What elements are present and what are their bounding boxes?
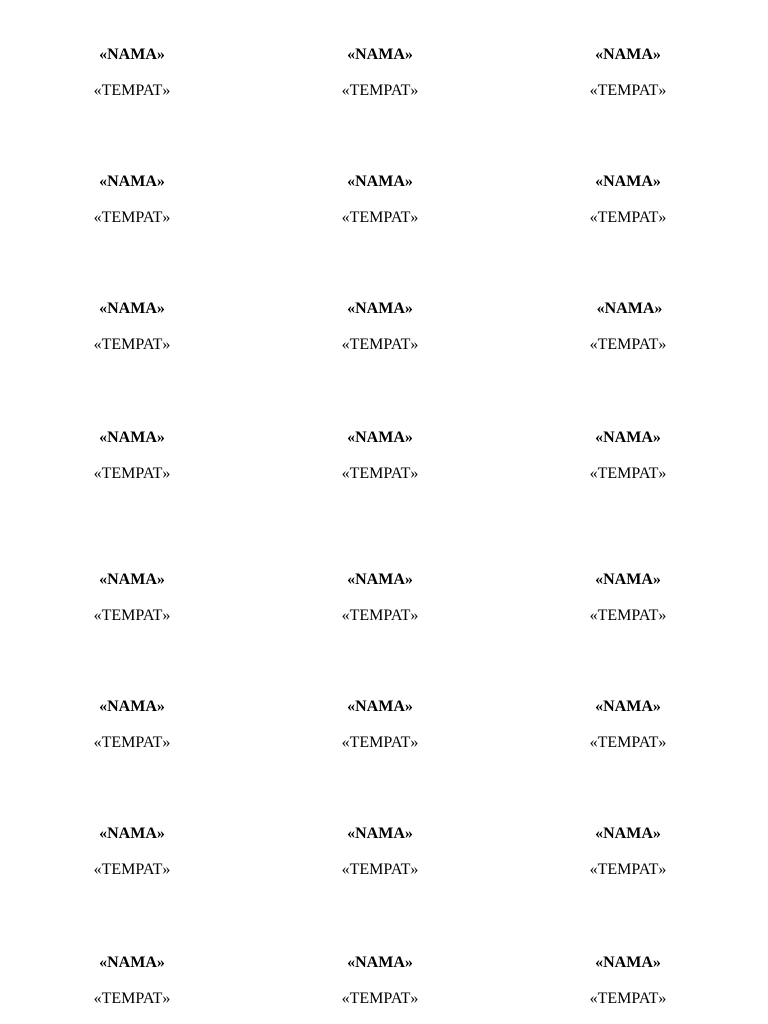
place-field: «TEMPAT» <box>341 607 419 624</box>
place-field: «TEMPAT» <box>341 861 419 878</box>
place-field: «TEMPAT» <box>341 734 419 751</box>
name-field: «NAMA» <box>595 825 661 842</box>
label-card <box>280 299 480 355</box>
label-card <box>280 953 480 1009</box>
place-field: «TEMPAT» <box>589 607 667 624</box>
place-field: «TEMPAT» <box>589 209 667 226</box>
name-field: «NAMA» <box>596 300 663 317</box>
label-card <box>32 697 232 753</box>
name-field: «NAMA» <box>595 571 661 588</box>
label-row <box>0 299 768 369</box>
label-card <box>528 697 728 753</box>
name-field: «NAMA» <box>347 698 413 715</box>
name-field: «NAMA» <box>595 954 661 971</box>
name-field: «NAMA» <box>595 46 661 63</box>
name-field: «NAMA» <box>99 173 165 190</box>
label-card <box>528 824 728 880</box>
label-card <box>32 953 232 1009</box>
label-card <box>280 697 480 753</box>
name-field: «NAMA» <box>99 825 165 842</box>
label-card <box>528 45 728 101</box>
label-card <box>280 45 480 101</box>
name-field: «NAMA» <box>347 571 413 588</box>
label-row <box>0 697 768 767</box>
name-field: «NAMA» <box>347 173 413 190</box>
label-card <box>528 953 728 1009</box>
place-field: «TEMPAT» <box>93 990 171 1007</box>
name-field: «NAMA» <box>347 825 413 842</box>
name-field: «NAMA» <box>347 954 413 971</box>
label-card <box>32 45 232 101</box>
label-card <box>528 299 728 355</box>
label-card <box>528 428 728 484</box>
place-field: «TEMPAT» <box>341 990 419 1007</box>
label-card <box>280 172 480 228</box>
place-field: «TEMPAT» <box>93 861 171 878</box>
label-card <box>32 428 232 484</box>
label-card <box>528 172 728 228</box>
label-card <box>280 570 480 626</box>
name-field: «NAMA» <box>595 429 661 446</box>
name-field: «NAMA» <box>595 173 661 190</box>
name-field: «NAMA» <box>347 300 413 317</box>
label-row <box>0 45 768 115</box>
place-field: «TEMPAT» <box>93 607 171 624</box>
place-field: «TEMPAT» <box>93 465 171 482</box>
name-field: «NAMA» <box>595 698 661 715</box>
label-card <box>32 824 232 880</box>
place-field: «TEMPAT» <box>341 82 419 99</box>
name-field: «NAMA» <box>347 429 413 446</box>
place-field: «TEMPAT» <box>589 465 667 482</box>
label-card <box>32 172 232 228</box>
name-field: «NAMA» <box>99 954 165 971</box>
place-field: «TEMPAT» <box>93 209 171 226</box>
place-field: «TEMPAT» <box>589 990 667 1007</box>
label-row <box>0 428 768 498</box>
label-row <box>0 953 768 1023</box>
label-card <box>280 428 480 484</box>
label-card <box>528 570 728 626</box>
label-card <box>32 299 232 355</box>
name-field: «NAMA» <box>347 46 413 63</box>
place-field: «TEMPAT» <box>341 336 419 353</box>
name-field: «NAMA» <box>99 571 165 588</box>
name-field: «NAMA» <box>99 300 165 317</box>
name-field: «NAMA» <box>99 698 165 715</box>
label-row <box>0 824 768 894</box>
place-field: «TEMPAT» <box>341 465 419 482</box>
label-row <box>0 172 768 242</box>
place-field: «TEMPAT» <box>93 82 171 99</box>
place-field: «TEMPAT» <box>93 336 171 353</box>
place-field: «TEMPAT» <box>589 336 667 353</box>
label-row <box>0 570 768 640</box>
label-card <box>32 570 232 626</box>
name-field: «NAMA» <box>99 429 165 446</box>
place-field: «TEMPAT» <box>589 82 667 99</box>
label-card <box>280 824 480 880</box>
name-field: «NAMA» <box>99 46 165 63</box>
place-field: «TEMPAT» <box>93 734 171 751</box>
place-field: «TEMPAT» <box>341 209 419 226</box>
place-field: «TEMPAT» <box>589 734 667 751</box>
place-field: «TEMPAT» <box>589 861 667 878</box>
